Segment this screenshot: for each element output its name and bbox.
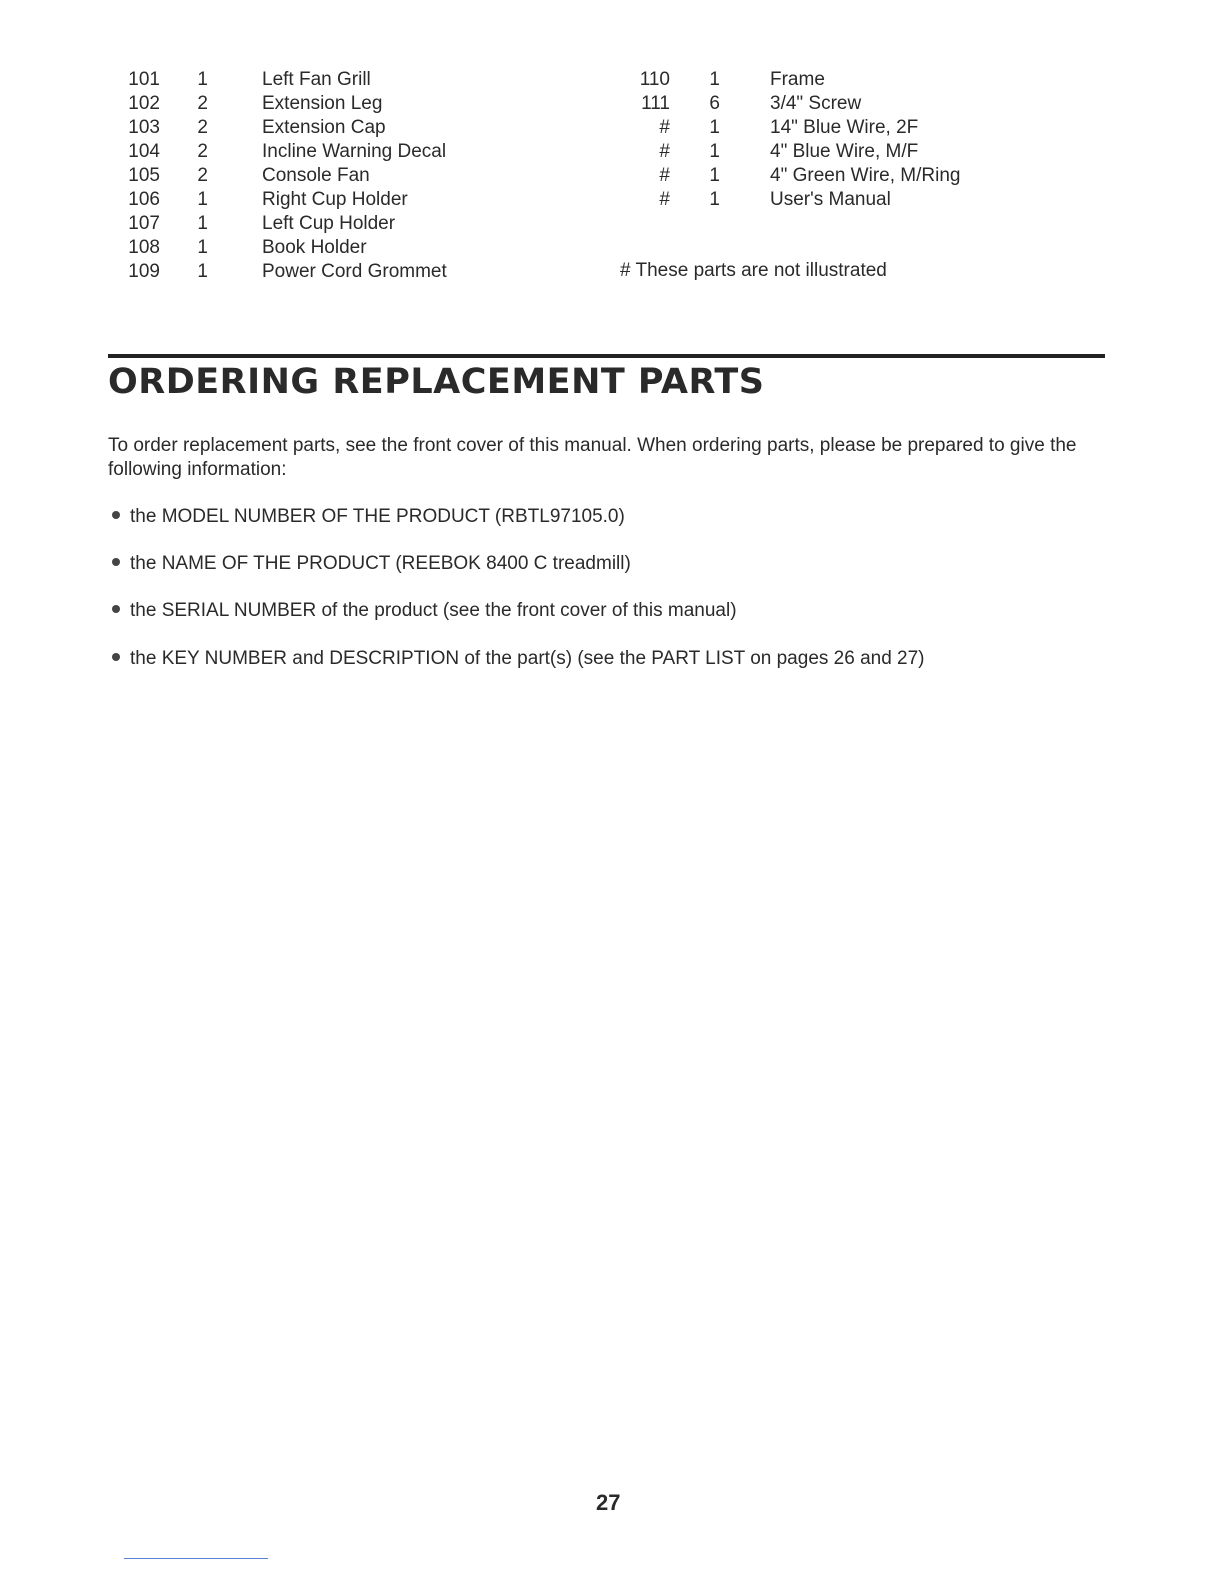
part-description: 4" Green Wire, M/Ring [770, 165, 961, 186]
part-key: # [659, 141, 670, 162]
section-title: ORDERING REPLACEMENT PARTS [108, 362, 765, 402]
bullet-text: the KEY NUMBER and DESCRIPTION of the part(s) (see the PART LIST on pages 26 and 27) [130, 648, 925, 669]
part-key: # [659, 117, 670, 138]
part-row [612, 92, 960, 116]
part-description: Console Fan [262, 165, 370, 186]
part-qty: 1 [709, 141, 720, 162]
part-key: 106 [128, 189, 160, 210]
part-key: 103 [128, 117, 160, 138]
part-row [110, 116, 447, 140]
part-qty: 1 [709, 69, 720, 90]
bullet-icon [112, 558, 120, 566]
part-description: Extension Cap [262, 117, 386, 138]
part-description: Power Cord Grommet [262, 261, 447, 282]
part-description: Frame [770, 69, 825, 90]
bullet-icon [112, 605, 120, 613]
list-item [112, 648, 925, 670]
part-row [612, 140, 960, 164]
part-qty: 1 [197, 69, 208, 90]
part-key: 111 [641, 93, 670, 114]
bullet-text: the SERIAL NUMBER of the product (see the front cover of this manual) [130, 600, 737, 621]
list-item [112, 600, 737, 622]
part-qty: 1 [709, 189, 720, 210]
footer-rule [124, 1558, 268, 1559]
part-description: Extension Leg [262, 93, 383, 114]
part-key: 101 [128, 69, 160, 90]
part-key: 108 [128, 237, 160, 258]
bullet-icon [112, 653, 120, 661]
list-item [112, 506, 625, 528]
parts-list-right [612, 68, 960, 212]
part-qty: 2 [197, 117, 208, 138]
part-key: # [659, 165, 670, 186]
part-qty: 1 [197, 213, 208, 234]
part-key: 109 [128, 261, 160, 282]
part-key: 102 [128, 93, 160, 114]
bullet-icon [112, 511, 120, 519]
part-description: Book Holder [262, 237, 367, 258]
part-qty: 1 [197, 237, 208, 258]
part-row [612, 116, 960, 140]
part-description: 3/4" Screw [770, 93, 862, 114]
part-row [110, 68, 447, 92]
part-key: # [659, 189, 670, 210]
part-row [110, 212, 447, 236]
part-row [110, 140, 447, 164]
part-qty: 2 [197, 141, 208, 162]
list-item [112, 553, 631, 575]
part-description: 14" Blue Wire, 2F [770, 117, 919, 138]
bullet-text: the NAME OF THE PRODUCT (REEBOK 8400 C treadmill) [130, 553, 631, 574]
part-row [110, 236, 447, 260]
section-divider [108, 354, 1105, 358]
part-description: Left Fan Grill [262, 69, 371, 90]
part-qty: 6 [709, 93, 720, 114]
bullet-text: the MODEL NUMBER OF THE PRODUCT (RBTL97105.0) [130, 506, 625, 527]
part-row [612, 68, 960, 92]
part-key: 104 [128, 141, 160, 162]
part-description: Incline Warning Decal [262, 141, 447, 162]
part-key: 110 [639, 69, 670, 90]
part-qty: 1 [709, 117, 720, 138]
part-qty: 2 [197, 93, 208, 114]
part-qty: 2 [197, 165, 208, 186]
part-qty: 1 [197, 261, 208, 282]
part-description: User's Manual [770, 189, 891, 210]
parts-list-left [110, 68, 447, 284]
part-row [612, 164, 960, 188]
part-row [110, 260, 447, 284]
not-illustrated-note: # These parts are not illustrated [620, 260, 887, 281]
part-qty: 1 [197, 189, 208, 210]
part-key: 105 [128, 165, 160, 186]
intro-paragraph: To order replacement parts, see the front cover of this manual. When ordering parts, please be prepared to give the following information: [108, 435, 1077, 480]
part-key: 107 [128, 213, 160, 234]
part-row [110, 92, 447, 116]
part-qty: 1 [709, 165, 720, 186]
part-row [612, 188, 960, 212]
part-description: Right Cup Holder [262, 189, 408, 210]
page-number: 27 [596, 1490, 621, 1515]
part-description: Left Cup Holder [262, 213, 396, 234]
part-description: 4" Blue Wire, M/F [770, 141, 919, 162]
part-row [110, 164, 447, 188]
part-row [110, 188, 447, 212]
